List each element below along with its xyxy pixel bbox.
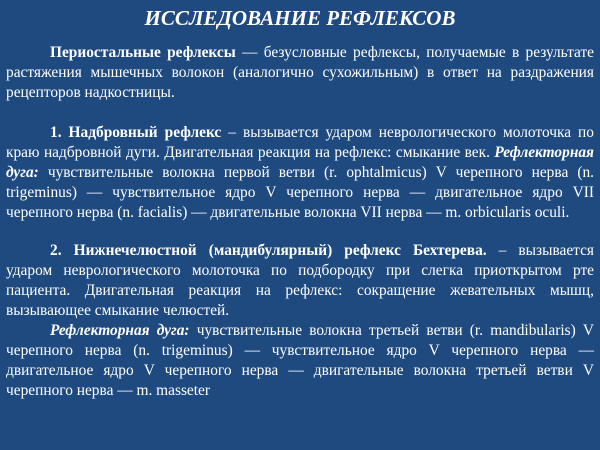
reflex2-text: – вызывается ударом неврологического молоточка по подбородку при слегка приоткрытом рте пациента. Двигательная реакция на рефлекс: сокращение жевательных мышц, вызывающее смыкание челюстей. [6, 242, 594, 319]
reflex2-arc-paragraph [6, 321, 594, 401]
reflex1-text: – вызывается ударом неврологического молоточка по краю надбровной дуги. Двигательная реакция на рефлекс: смыкание век. [6, 124, 594, 161]
intro-paragraph [6, 43, 594, 103]
intro-text: — безусловные рефлексы, получаемые в результате растяжения мышечных волокон (аналогично сухожильным) в ответ на раздражения рецепторов надкостницы. [6, 44, 595, 101]
intro-term: Периостальные рефлексы [50, 44, 236, 61]
reflex1-heading: 1. Надбровный рефлекс [50, 124, 222, 141]
reflex2-arc-label: Рефлекторная дуга: [50, 322, 190, 339]
reflex2-arc-text: чувствительные волокна третьей ветви (r. mandibularis) V черепного нерва (n. trigeminus) — чувствительное ядро V черепного нерва — двигательное ядро V черепного нерва — двигательные волокна третьей ветви V черепного нерва — m. masseter [6, 322, 594, 399]
reflex1-paragraph [6, 123, 594, 223]
reflex1-arc-label: Рефлекторная дуга: [6, 144, 594, 181]
reflex2-paragraph [6, 241, 594, 321]
reflex1-arc-text: чувствительные волокна первой ветви (r. ophtalmicus) V черепного нерва (n. trigeminus) — чувствительное ядро V черепного нерва — двигательное ядро VII черепного нерва (n. facialis) — двигательные волокна VII нерва — m. orbicularis oculi. [6, 164, 594, 221]
reflex2-heading: 2. Нижнечелюстной (мандибулярный) рефлекс Бехтерева. [50, 242, 487, 259]
slide-title: ИССЛЕДОВАНИЕ РЕФЛЕКСОВ [144, 6, 456, 30]
